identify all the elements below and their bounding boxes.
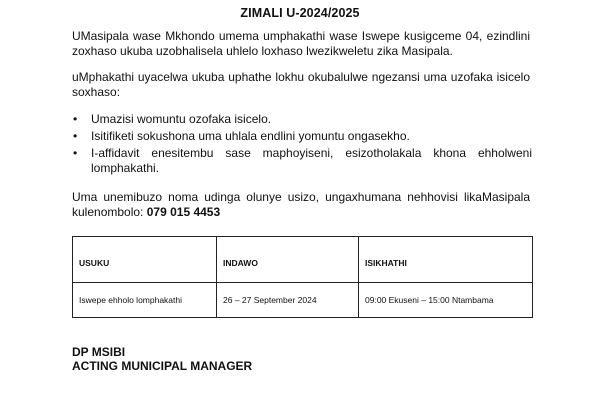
table-cell: 26 – 27 September 2024 [217,283,359,318]
table-cell: Iswepe ehholo lomphakathi [73,283,217,318]
list-item-text: Umazisi womuntu ozofaka isicelo. [91,112,272,126]
bullet-icon: • [73,129,78,143]
list-item [72,129,532,144]
document-title: ZIMALI U-2024/2025 [240,6,360,20]
list-item-text: I-affidavit enesitembu sase maphoyiseni, esizotholakala khona ehholweni lomphakathi. [91,146,532,175]
schedule-table [72,236,533,318]
bullet-icon: • [73,146,78,160]
requirements-list [72,112,532,178]
table-cell: 09:00 Ekuseni – 15:00 Ntambama [359,283,533,318]
contact-paragraph [72,190,530,220]
table-row [73,283,533,318]
requirements-paragraph: uMphakathi uyacelwa ukuba uphathe lokhu okubalulwe ngezansi uma uzofaka isicelo soxhaso: [72,70,530,99]
table-header-row [73,237,533,283]
bullet-icon: • [73,112,78,126]
contact-text: Uma unemibuzo noma udinga olunye usizo, ungaxhumana nehhovisi likaMasipala kulenombolo: [72,190,530,219]
signatory-position: ACTING MUNICIPAL MANAGER [72,359,253,373]
intro-paragraph: UMasipala wase Mkhondo umema umphakathi wase Iswepe kusigceme 04, ezindlini zoxhaso ukuba uzobhalisela uhlelo loxhaso lwezikweletu zika Masipala. [72,29,530,58]
signatory-name: DP MSIBI [72,345,126,359]
contact-phone-number: 079 015 4453 [146,205,221,219]
column-header-date: USUKU [73,237,217,283]
column-header-time: ISIKHATHI [359,237,533,283]
list-item [72,146,532,176]
column-header-venue: INDAWO [217,237,359,283]
list-item [72,112,532,127]
list-item-text: Isitifiketi sokushona uma uhlala endlini yomuntu ongasekho. [91,129,410,143]
